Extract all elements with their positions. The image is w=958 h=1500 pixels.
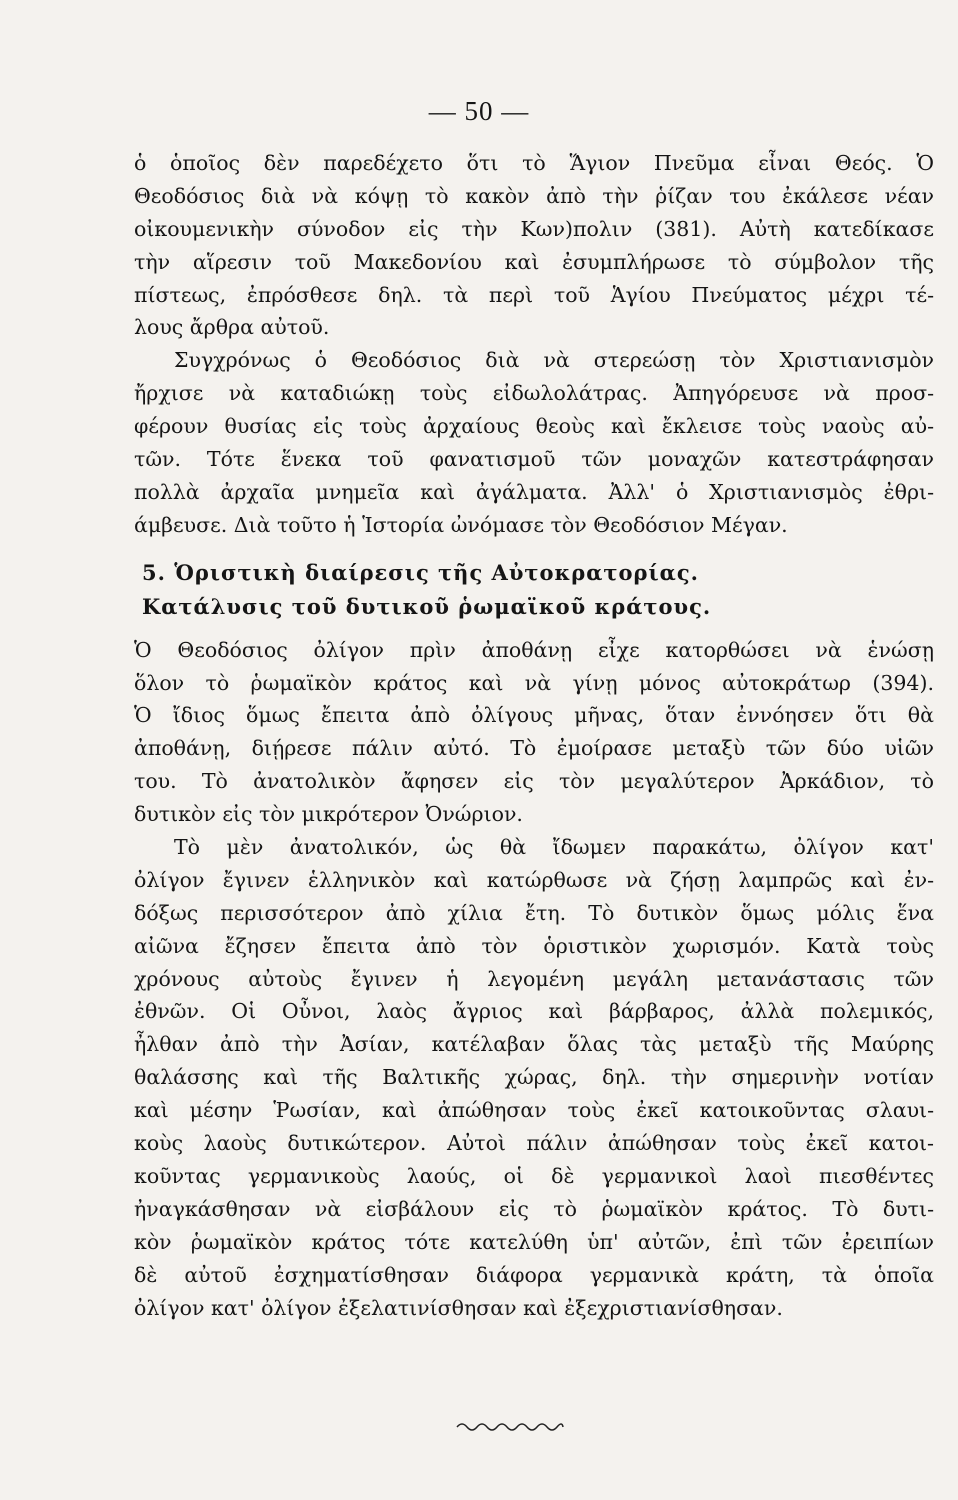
paragraph xyxy=(134,147,934,344)
text-block xyxy=(134,147,934,1324)
text-line: δυτικὸν εἰς τὸν μικρότερον Ὀνώριον. xyxy=(134,802,523,827)
section-heading-line: Κατάλυσις τοῦ δυτικοῦ ῥωμαϊκοῦ κράτους. xyxy=(142,593,712,619)
section-heading xyxy=(134,556,934,624)
text-line: του. Τὸ ἀνατολικὸν ἄφησεν εἰς τὸν μεγαλύτερον Ἀρκάδιον, τὸ xyxy=(134,769,934,794)
text-line: πίστεως, ἐπρόσθεσε δηλ. τὰ περὶ τοῦ Ἁγίου Πνεύματος μέχρι τέ- xyxy=(134,282,934,307)
text-line: ἠναγκάσθησαν νὰ εἰσβάλουν εἰς τὸ ῥωμαϊκὸν κράτος. Τὸ δυτι- xyxy=(134,1196,934,1221)
text-line: Συγχρόνως ὁ Θεοδόσιος διὰ νὰ στερεώσῃ τὸν Χριστιανισμὸν xyxy=(174,348,934,373)
paragraph xyxy=(134,831,934,1324)
text-line: φέρουν θυσίας εἰς τοὺς ἀρχαίους θεοὺς καὶ ἔκλεισε τοὺς ναοὺς αὐ- xyxy=(134,414,934,439)
text-line: χρόνους αὐτοὺς ἔγινεν ἡ λεγομένη μεγάλη μετανάστασις τῶν xyxy=(134,966,934,991)
page-number: — 50 — xyxy=(428,96,530,126)
text-line: ὁ ὁποῖος δὲν παρεδέχετο ὅτι τὸ Ἅγιον Πνεῦμα εἶναι Θεός. Ὁ xyxy=(134,151,934,175)
text-line: πολλὰ ἀρχαῖα μνημεῖα καὶ ἀγάλματα. Ἀλλ' ὁ Χριστιανισμὸς ἐθρι- xyxy=(134,479,934,504)
text-line: αἰῶνα ἔζησεν ἔπειτα ἀπὸ τὸν ὁριστικὸν χωρισμόν. Κατὰ τοὺς xyxy=(134,933,934,958)
text-line: δόξως περισσότερον ἀπὸ χίλια ἔτη. Τὸ δυτικὸν ὅμως μόλις ἕνα xyxy=(134,900,934,925)
text-line: ἦλθαν ἀπὸ τὴν Ἀσίαν, κατέλαβαν ὅλας τὰς μεταξὺ τῆς Μαύρης xyxy=(134,1032,934,1057)
text-line: ἀποθάνῃ, διῄρεσε πάλιν αὐτό. Τὸ ἐμοίρασε μεταξὺ τῶν δύο υἱῶν xyxy=(134,736,934,761)
paragraph xyxy=(134,634,934,831)
text-line: Τὸ μὲν ἀνατολικόν, ὡς θὰ ἴδωμεν παρακάτω, ὀλίγον κατ' xyxy=(174,835,934,860)
text-line: δὲ αὐτοῦ ἐσχηματίσθησαν διάφορα γερμανικὰ κράτη, τὰ ὁποῖα xyxy=(134,1262,934,1287)
text-line: οἰκουμενικὴν σύνοδον εἰς τὴν Κων)πολιν (381). Αὐτὴ κατεδίκασε xyxy=(134,216,934,241)
text-line: τῶν. Τότε ἕνεκα τοῦ φανατισμοῦ τῶν μοναχῶν κατεστράφησαν xyxy=(134,447,934,472)
text-line: ὀλίγον κατ' ὀλίγον ἐξελατινίσθησαν καὶ ἐξεχριστιανίσθησαν. xyxy=(134,1295,783,1320)
text-line: καὶ μέσην Ῥωσίαν, καὶ ἀπώθησαν τοὺς ἐκεῖ κατοικοῦντας σλαυι- xyxy=(134,1098,934,1123)
text-line: ἐθνῶν. Οἱ Οὖνοι, λαὸς ἄγριος καὶ βάρβαρος, ἀλλὰ πολεμικός, xyxy=(134,999,934,1024)
text-line: Ὁ ἴδιος ὅμως ἔπειτα ἀπὸ ὀλίγους μῆνας, ὅταν ἐννόησεν ὅτι θὰ xyxy=(134,703,934,728)
section-heading-line: 5. Ὁριστικὴ διαίρεσις τῆς Αὐτοκρατορίας. xyxy=(142,559,699,585)
wavy-line-ornament-icon xyxy=(455,1420,565,1434)
text-line: ἤρχισε νὰ καταδιώκῃ τοὺς εἰδωλολάτρας. Ἀπηγόρευσε νὰ προσ- xyxy=(134,381,934,406)
text-line: θαλάσσης καὶ τῆς Βαλτικῆς χώρας, δηλ. τὴν σημερινὴν νοτίαν xyxy=(134,1065,934,1090)
text-line: ὀλίγον ἔγινεν ἑλληνικὸν καὶ κατώρθωσε νὰ ζήσῃ λαμπρῶς καὶ ἐν- xyxy=(134,867,934,892)
text-line: κοὺς λαοὺς δυτικώτερον. Αὐτοὶ πάλιν ἀπώθησαν τοὺς ἐκεῖ κατοι- xyxy=(134,1131,934,1156)
text-line: τὴν αἵρεσιν τοῦ Μακεδονίου καὶ ἐσυμπλήρωσε τὸ σύμβολον τῆς xyxy=(134,249,934,274)
text-line: άμβευσε. Διὰ τοῦτο ἡ Ἱστορία ὠνόμασε τὸν Θεοδόσιον Μέγαν. xyxy=(134,512,788,537)
text-line: κὸν ῥωμαϊκὸν κράτος τότε κατελύθη ὑπ' αὐτῶν, ἐπὶ τῶν ἐρειπίων xyxy=(134,1229,934,1254)
text-line: κοῦντας γερμανικοὺς λαούς, οἱ δὲ γερμανικοὶ λαοὶ πιεσθέντες xyxy=(134,1163,934,1188)
text-line: λους ἄρθρα αὐτοῦ. xyxy=(134,315,330,340)
paragraph xyxy=(134,344,934,541)
text-line: Ὁ Θεοδόσιος ὀλίγον πρὶν ἀποθάνῃ εἶχε κατορθώσει νὰ ἑνώσῃ xyxy=(134,637,934,662)
text-line: Θεοδόσιος διὰ νὰ κόψῃ τὸ κακὸν ἀπὸ τὴν ῥίζαν του ἐκάλεσε νέαν xyxy=(134,183,934,208)
text-line: ὅλον τὸ ῥωμαϊκὸν κράτος καὶ νὰ γίνῃ μόνος αὐτοκράτωρ (394). xyxy=(134,670,934,695)
